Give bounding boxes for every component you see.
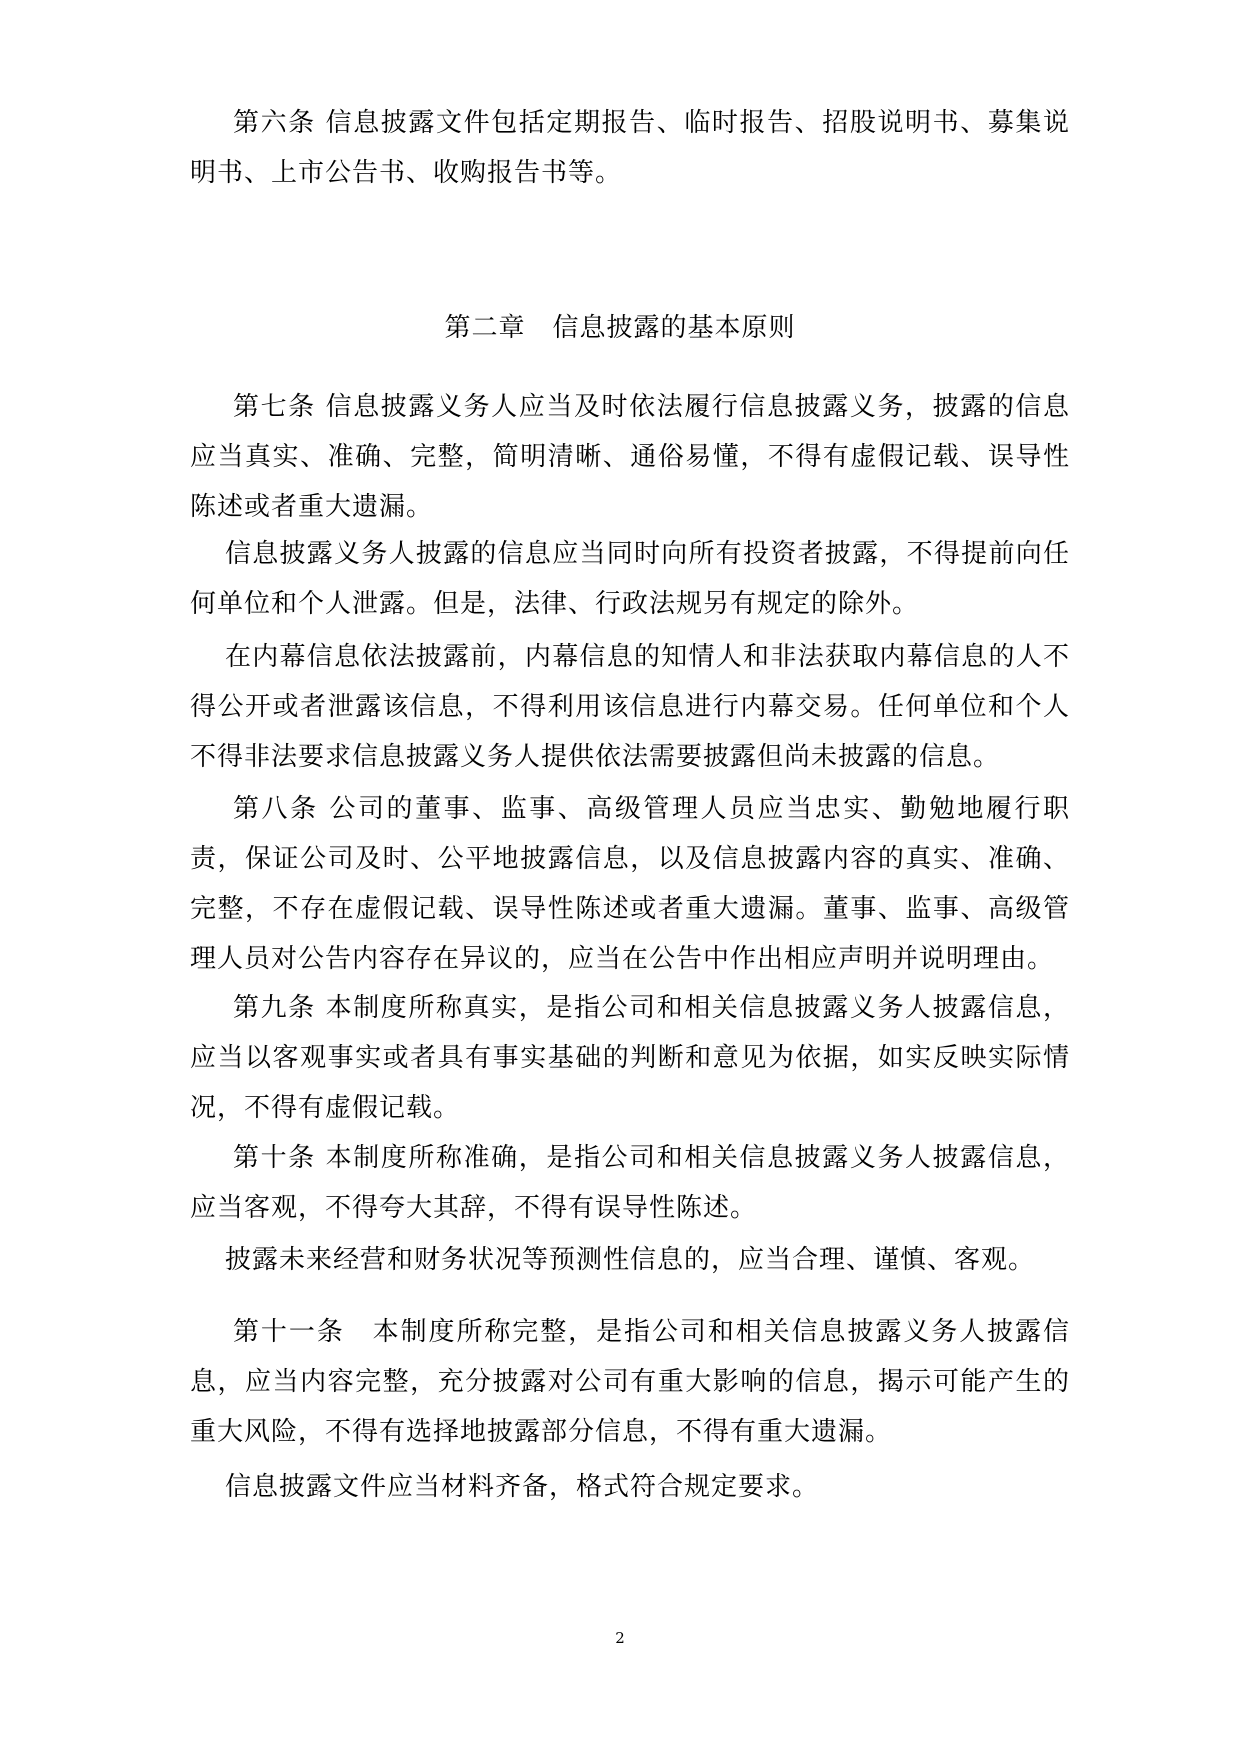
article-11-paragraph-1: 第十一条 本制度所称完整，是指公司和相关信息披露义务人披露信息，应当内容完整，充分披露对公司有重大影响的信息，揭示可能产生的重大风险，不得有选择地披露部分信息，不得有重大遗漏。: [190, 1317, 1070, 1447]
page-number: 2: [615, 1629, 625, 1647]
article-7-paragraph-3: 在内幕信息依法披露前，内幕信息的知情人和非法获取内幕信息的人不得公开或者泄露该信息，不得利用该信息进行内幕交易。任何单位和个人不得非法要求信息披露义务人提供依法需要披露但尚未披露的信息。: [190, 642, 1070, 772]
chapter-2-heading: 第二章 信息披露的基本原则: [444, 313, 796, 343]
article-7-paragraph-2: 信息披露义务人披露的信息应当同时向所有投资者披露，不得提前向任何单位和个人泄露。但是，法律、行政法规另有规定的除外。: [190, 539, 1070, 619]
article-9-paragraph: 第九条 本制度所称真实，是指公司和相关信息披露义务人披露信息，应当以客观事实或者具有事实基础的判断和意见为依据，如实反映实际情况，不得有虚假记载。: [190, 993, 1070, 1123]
article-6-paragraph: 第六条 信息披露文件包括定期报告、临时报告、招股说明书、募集说明书、上市公告书、收购报告书等。: [190, 108, 1070, 188]
article-7-paragraph-1: 第七条 信息披露义务人应当及时依法履行信息披露义务，披露的信息应当真实、准确、完整，简明清晰、通俗易懂，不得有虚假记载、误导性陈述或者重大遗漏。: [190, 392, 1070, 522]
article-11-paragraph-2: 信息披露文件应当材料齐备，格式符合规定要求。: [225, 1472, 820, 1502]
article-8-paragraph: 第八条 公司的董事、监事、高级管理人员应当忠实、勤勉地履行职责，保证公司及时、公平地披露信息，以及信息披露内容的真实、准确、完整，不存在虚假记载、误导性陈述或者重大遗漏。董事、监事、高级管理人员对公告内容存在异议的，应当在公告中作出相应声明并说明理由。: [190, 794, 1070, 974]
article-10-paragraph-1: 第十条 本制度所称准确，是指公司和相关信息披露义务人披露信息，应当客观，不得夸大其辞，不得有误导性陈述。: [190, 1143, 1070, 1223]
article-10-paragraph-2: 披露未来经营和财务状况等预测性信息的，应当合理、谨慎、客观。: [225, 1245, 1036, 1275]
